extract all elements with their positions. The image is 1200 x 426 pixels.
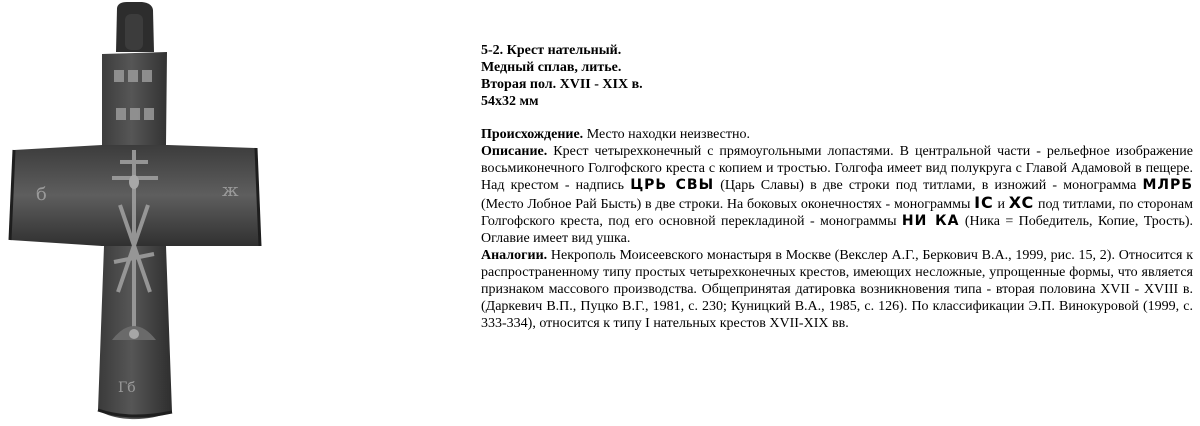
right-arm-monogram: ж (222, 180, 239, 201)
monogram-xc-glyph: XC (1008, 193, 1035, 212)
monogram-nika-glyph: НИ КА (901, 213, 960, 229)
analogies-paragraph (481, 247, 1193, 332)
entry-title: 5-2. Крест нательный. (481, 43, 622, 58)
description-paragraph (481, 143, 1193, 247)
description-text-6: (Ника = Победитель, Копие, Трость). Оглавие имеет вид ушка. (481, 214, 1193, 246)
entry-size: 54х32 мм (481, 94, 539, 109)
monogram-glyph: МЛРБ (1142, 177, 1193, 193)
cross-photo (0, 0, 270, 421)
cross-image (0, 0, 270, 421)
foot-monogram: Гб (118, 380, 136, 396)
description-text-4: и (993, 197, 1009, 212)
origin-label: Происхождение. (481, 127, 584, 142)
description-label: Описание. (481, 144, 548, 159)
entry-header (481, 42, 1193, 110)
inscription-glyph: ЦРЬ СВЫ (630, 177, 715, 193)
entry-material: Медный сплав, литье. (481, 60, 622, 75)
catalog-entry (481, 42, 1193, 332)
description-text-1: Крест четырехконечный с прямоугольными лопастями. В центральной части - рельефное изображение восьмиконечного Голгофского креста с копием и тростью. Голгофа имеет вид полукруга с Главой Адамовой в пещере. Над крестом - надпись (481, 144, 1193, 193)
origin-paragraph (481, 126, 1193, 143)
entry-dating: Вторая пол. XVII - XIX в. (481, 77, 643, 92)
description-text-5: под титлами, по сторонам Голгофского креста, под его основной перекладиной - монограммы (481, 197, 1193, 229)
monogram-ic-glyph: IC (974, 193, 994, 212)
analogies-text: Некрополь Моисеевского монастыря в Москве (Векслер А.Г., Беркович В.А., 1999, рис. 15, 2). Относится к распространенному типу простых четырехконечных крестов, имеющих несложные, упрощенные формы, что является признаком массового производства. Общепринятая датировка возникновения типа - вторая половина XVII - XVIII в. (Даркевич В.П., Пуцко В.Г., 1981, с. 230; Куницкий В.А., 1985, с. 126). По классификации Э.П. Винокуровой (1999, с. 333-334), относится к типу I нательных крестов XVII-XIX вв. (481, 248, 1193, 331)
description-text-3: (Место Лобное Рай Бысть) в две строки. На боковых оконечностях - монограммы (481, 197, 975, 212)
analogies-label: Аналогии. (481, 248, 548, 263)
left-arm-monogram: б (36, 184, 47, 205)
description-text-2: (Царь Славы) в две строки под титлами, в изножий - монограмма (714, 178, 1143, 193)
origin-text: Место находки неизвестно. (583, 127, 750, 142)
